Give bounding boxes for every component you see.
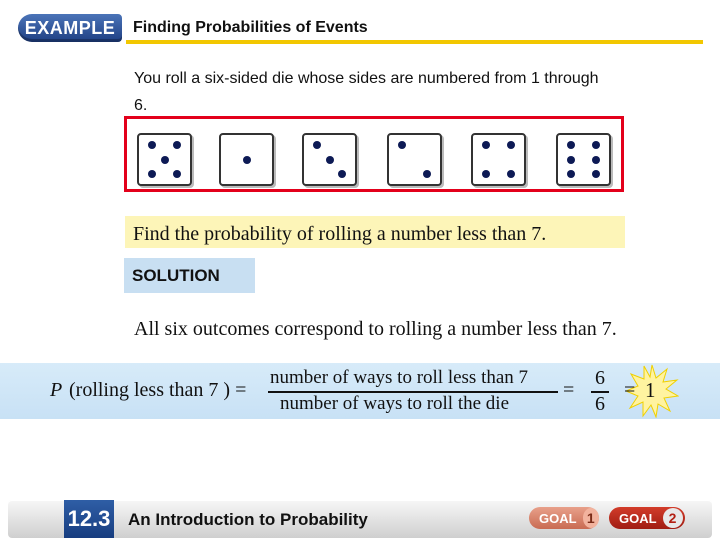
goal-1-number: 1	[583, 508, 599, 528]
formula-equals-2: =	[624, 379, 636, 401]
formula-equals-1: =	[563, 379, 575, 401]
die-pip	[592, 170, 600, 178]
example-badge: EXAMPLE	[18, 14, 122, 42]
die-pip	[243, 156, 251, 164]
formula-denominator-value: 6	[595, 393, 605, 415]
goal-2-label: GOAL	[619, 510, 657, 526]
die-pip	[507, 170, 515, 178]
die-pip	[482, 170, 490, 178]
die-face-2	[387, 133, 442, 186]
goal-1-button[interactable]	[529, 507, 599, 529]
die-face-4	[471, 133, 526, 186]
section-number: 12.3	[64, 500, 114, 538]
dice-frame	[124, 116, 624, 192]
die-pip	[592, 141, 600, 149]
die-pip	[148, 141, 156, 149]
solution-label: SOLUTION	[124, 258, 255, 293]
section-title: An Introduction to Probability	[128, 510, 368, 529]
formula-p: P	[50, 379, 63, 401]
die-pip	[567, 156, 575, 164]
header-divider	[126, 40, 703, 44]
goal-2-button[interactable]	[609, 507, 685, 529]
die-pip	[338, 170, 346, 178]
die-pip	[326, 156, 334, 164]
die-face-3	[302, 133, 357, 186]
formula-numerator-text: number of ways to roll less than 7	[270, 367, 529, 388]
die-pip	[567, 170, 575, 178]
die-face-5	[137, 133, 192, 186]
die-pip	[398, 141, 406, 149]
formula-numerator-value: 6	[595, 367, 605, 389]
die-pip	[423, 170, 431, 178]
formula-denominator-text: number of ways to roll the die	[280, 393, 510, 414]
solution-statement: All six outcomes correspond to rolling a number less than 7.	[134, 318, 617, 340]
die-face-6	[556, 133, 611, 186]
die-pip	[161, 156, 169, 164]
die-pip	[592, 156, 600, 164]
die-pip	[173, 170, 181, 178]
intro-text: You roll a six-sided die whose sides are numbered from 1 through 6.	[134, 70, 599, 114]
die-pip	[173, 141, 181, 149]
die-pip	[567, 141, 575, 149]
die-face-1	[219, 133, 274, 186]
goal-1-label: GOAL	[539, 510, 577, 526]
die-pip	[313, 141, 321, 149]
question-text: Find the probability of rolling a number less than 7.	[125, 216, 625, 248]
goal-2-number: 2	[663, 508, 683, 528]
die-pip	[482, 141, 490, 149]
page-title: Finding Probabilities of Events	[133, 19, 368, 36]
die-pip	[507, 141, 515, 149]
formula-result: 1	[645, 378, 656, 402]
die-pip	[148, 170, 156, 178]
formula-event: (rolling less than 7 ) =	[69, 379, 247, 401]
